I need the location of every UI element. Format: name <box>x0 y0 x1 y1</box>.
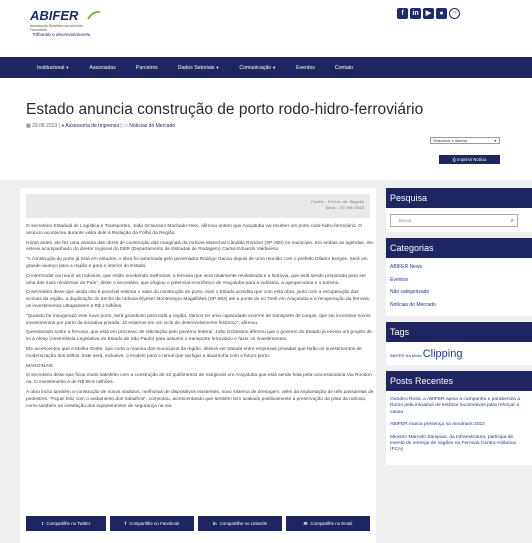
chevron-down-icon: ▼ <box>215 64 220 70</box>
paragraph: "A construção do porto já está em estudos. A obra foi autorizada pelo governador Rodrigo Garcia depois de uma reunião com o prefeito Dilador Borges. Será um grande avanço para a região e para o interior do Estado. <box>26 257 368 269</box>
paragraph: O secretário Estadual de Logística e Transportes, João Octaviano Machado Neto, afirmou ontem que Araçatuba vai receber um porto rodo-hidro-ferroviário. O anúncio aconteceu durante visita dele à Redação da Folha da Região. <box>26 224 362 236</box>
logo-subtitle: Associação Brasileira da Indústria Ferroviária <box>30 24 83 32</box>
paragraph: Horas antes, ele fez uma vistoria das obras de construção das marginais da rodovia Marechal Cândido Rondon (SP-300) no município. Em ambas as agendas, ele esteve acompanhado do diretor regional do DER (Departamento de Estradas de Rodagem) Carlos Eduardo Valdivieso. <box>26 240 373 253</box>
share-bar <box>26 516 370 531</box>
search-widget-title: Pesquisa <box>386 188 532 208</box>
categories-widget <box>386 238 532 316</box>
category-link[interactable]: Não categorizado <box>390 289 430 295</box>
twitter-icon: t <box>41 521 44 526</box>
paragraph: O intermodal vai reunir as rodovias, que estão recebendo melhorias, a ferrovia que será totalmente revitalizada e a hidrovia, que está sendo preparada para ser uma das mais modernas do País", disse o secretário, que elogiou o potencial econômico de Araçatuba para a indústria, a agropecuária e o turismo. <box>26 273 366 286</box>
site-header <box>0 0 532 57</box>
nav-item-contato[interactable] <box>335 65 353 71</box>
recent-post-link[interactable]: ABIFER marca presença na Innotrans 2022 <box>390 422 485 428</box>
tag-link[interactable]: ABIFER Na Mídia <box>390 353 422 358</box>
article-body <box>20 188 376 543</box>
language-select[interactable] <box>430 137 500 144</box>
source-date: Data: 27/08/2023 <box>325 207 364 211</box>
nav-label: Associadas <box>89 64 116 71</box>
printer-icon: ⎙ <box>452 157 456 162</box>
share-email-button[interactable] <box>286 516 370 531</box>
chevron-down-icon: ▼ <box>493 139 497 143</box>
search-icon[interactable]: ⌕ <box>510 218 514 224</box>
article-category-link[interactable]: Notícias do Mercado <box>129 123 176 129</box>
nav-item-dados-setoriais[interactable] <box>178 65 220 71</box>
logo-tagline: Trilhando o desenvolvimento <box>32 32 91 37</box>
print-button-label: Imprimir Notícia <box>457 157 487 162</box>
share-twitter-button[interactable] <box>26 516 106 531</box>
recent-posts-widget <box>386 371 532 465</box>
paragraph: O secretário disse que ainda não é possível estimar o valor da construção do porto, mas o Estado acredita que com esta obra, junto com a recuperação das vicinais da região, a duplicação do trecho da rodovia Elyeser Montenegro Magalhães (SP-563) até a ponte do rio Tietê em Araçatuba e a recuperação da ferrovia, os investimentos ultrapassem a R$ 2 bilhões. <box>26 290 370 309</box>
linkedin-icon[interactable]: in <box>410 8 421 19</box>
search-widget <box>386 188 532 232</box>
folder-icon: ▭ <box>123 123 128 129</box>
main-nav <box>0 57 532 78</box>
share-label: Compartilhe no Twitter <box>46 521 91 526</box>
share-label: Compartilhe no Email <box>310 521 353 526</box>
chevron-down-icon: ▼ <box>272 64 277 70</box>
source-name: Fonte: Folha da Região <box>311 201 364 205</box>
sidebar <box>386 188 532 471</box>
facebook-icon: f <box>124 521 127 526</box>
article-paragraphs <box>26 224 374 413</box>
share-label: Compartilhe no Facebook <box>129 521 180 526</box>
calendar-icon: ▦ <box>26 123 31 129</box>
nav-item-institucional[interactable] <box>37 65 69 71</box>
language-select-value: Selecione o idioma <box>433 138 467 143</box>
tags-widget-title: Tags <box>386 322 532 342</box>
paragraph: Questionado sobre a ferrovia, que está em processo de relicitação pelo governo federal, João Octaviano afirmou que o governo do Estado já enviou um projeto de lei à Alesp (Assembleia Legislativa do Estado de São Paulo) para assumir o transporte ferroviário e fazer os investimentos. <box>26 330 372 343</box>
search-placeholder: Busca <box>399 218 412 223</box>
categories-widget-title: Categorias <box>386 238 532 258</box>
nav-item-associadas[interactable] <box>89 65 116 71</box>
paragraph: Ele acrescentou que a Malha Oeste, que corta a maioria dos municípios da região, deverá ser tratada entre empresas privadas que farão os investimentos de modernização dos trilhos. Este será, inclusive, o modelo para o ramal que vai ligar a atual linha com o futuro porto. <box>26 346 362 359</box>
nav-item-eventos[interactable] <box>296 65 315 71</box>
nav-item-parceiros[interactable] <box>136 65 158 71</box>
category-link[interactable]: ABIFER News <box>390 264 422 270</box>
social-links <box>397 8 460 19</box>
search-input[interactable] <box>390 214 518 227</box>
user-icon: ● <box>61 123 65 129</box>
chevron-down-icon: ▼ <box>65 64 70 70</box>
article-author-link[interactable]: Assessoria de Imprensa <box>65 123 120 129</box>
nav-label: Comunicação <box>239 64 272 71</box>
category-link[interactable]: Notícias do Mercado <box>390 301 436 308</box>
flickr-icon[interactable]: ● <box>436 8 447 19</box>
article-date: 29.08.2023 <box>32 123 58 129</box>
paragraph: A obra inclui também a construção de novos viadutos, melhorias de dispositivos existentes, novo sistema de drenagem, além da implantação de três passarelas de pedestres. "Fiquei feliz com o andamento dos trabalhos", comentou, acrescentando que também tem avaliado positivamente a preservação da pista da rodovia, como também na instalação dos equipamentos de segurança na via. <box>26 389 374 409</box>
recent-post-link[interactable]: Outubro Rosa: a ABIFER apoia a campanha e parabeniza a Rumo pela iniciativa de estilizar locomotivas para reforçar a causa <box>390 397 520 415</box>
nav-label: Institucional <box>37 64 65 71</box>
paragraph: O secretário disse que ficou muito satisfeito com a construção de 22 quilômetros de marginais em Araçatuba que está sendo feita pela concessionária Via Rondon na. O investimento é de R$ 98,8 milhões. <box>26 373 372 386</box>
share-label: Compartilhe no LinkedIn <box>219 521 268 526</box>
abifer-logo[interactable] <box>30 8 90 32</box>
section-heading: MARGINAIS <box>26 363 53 369</box>
nav-label: Eventos <box>296 64 315 71</box>
nav-item-comunicacao[interactable] <box>239 65 276 71</box>
recent-post-link[interactable]: Ministro Marcelo Sampaio, da Infraestrutura, participa de evento de entrega de vagões na Ferrovia Centro-Atlântica (FCA) <box>390 434 516 453</box>
facebook-icon[interactable]: f <box>397 8 408 19</box>
email-icon: ✉ <box>303 521 308 526</box>
share-linkedin-button[interactable] <box>198 516 282 531</box>
page-title: Estado anuncia construção de porto rodo-hidro-ferroviário <box>26 101 424 118</box>
nav-label: Dados Setoriais <box>177 64 215 71</box>
linkedin-icon: in <box>212 521 217 526</box>
logo-wordmark: ABIFER <box>30 8 79 23</box>
logo-swoosh-icon <box>87 10 101 20</box>
source-box <box>26 194 370 218</box>
nav-label: Contato <box>334 64 354 71</box>
tag-link[interactable]: Clipping <box>422 348 463 360</box>
nav-label: Parceiros <box>135 64 158 71</box>
instagram-icon[interactable]: ○ <box>449 8 460 19</box>
recent-posts-title: Posts Recentes <box>386 371 532 391</box>
print-button[interactable] <box>439 155 500 164</box>
article-meta: ▦ 29.08.2023 | ● Assessoria de Imprensa | ▭ Notícias do Mercado <box>26 123 176 129</box>
share-facebook-button[interactable] <box>110 516 194 531</box>
category-link[interactable]: Eventos <box>390 276 409 283</box>
youtube-icon[interactable]: ▶ <box>423 8 434 19</box>
tags-widget <box>386 322 532 365</box>
paragraph: "Quando for inaugurado este novo porto, será grandioso para toda a região. Vamos ter uma capacidade enorme de transporte de cargas, que vai incentivar novos investimentos por parte da iniciativa privada. Já estamos em um ciclo de desenvolvimento histórico", afirmou. <box>26 313 371 326</box>
